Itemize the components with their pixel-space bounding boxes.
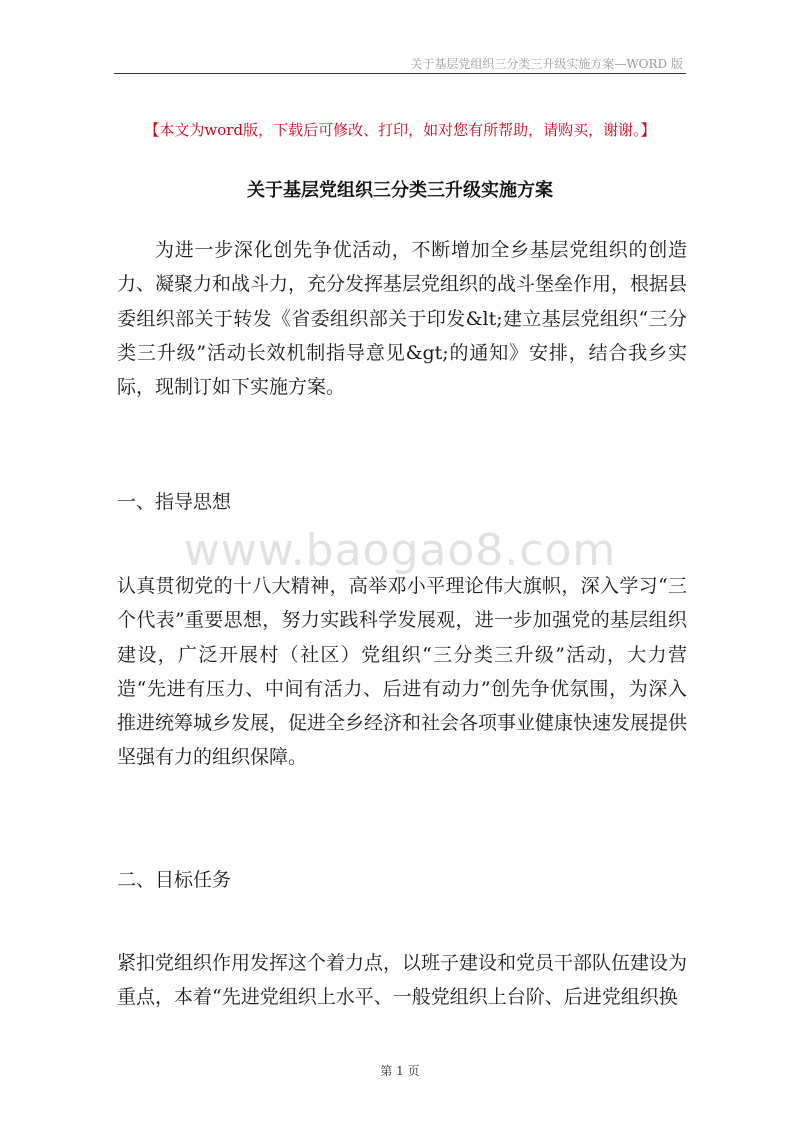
purchase-notice: 【本文为word版，下载后可修改、打印，如对您有所帮助，请购买，谢谢。】: [144, 121, 656, 139]
header-divider: [114, 73, 686, 74]
section-body-goals-tasks: 紧扣党组织作用发挥这个着力点，以班子建设和党员干部队伍建设为重点，本着“先进党组织上水平、一般党组织上台阶、后进党组织换: [117, 952, 688, 1009]
watermark: www.baogao8.com: [183, 525, 617, 576]
section-heading-guiding-ideology: 一、指导思想: [117, 491, 232, 513]
running-header: 关于基层党组织三分类三升级实施方案—WORD 版: [410, 57, 683, 71]
intro-paragraph: 为进一步深化创先争优活动，不断增加全乡基层党组织的创造力、凝聚力和战斗力，充分发挥基层党组织的战斗堡垒作用，根据县委组织部关于转发《省委组织部关于印发&lt;建立基层党组织“三分类三升级”活动长效机制指导意见&gt;的通知》安排，结合我乡实际，现制订如下实施方案。: [117, 239, 688, 399]
document-title: 关于基层党组织三分类三升级实施方案: [247, 180, 553, 201]
page-number: 第 1 页: [380, 1064, 420, 1078]
section-heading-goals-tasks: 二、目标任务: [117, 869, 232, 891]
section-body-guiding-ideology: 认真贯彻党的十八大精神，高举邓小平理论伟大旗帜，深入学习“三个代表”重要思想，努力实践科学发展观，进一步加强党的基层组织建设，广泛开展村（社区）党组织“三分类三升级”活动，大力营造“先进有压力、中间有活力、后进有动力”创先争优氛围，为深入推进统筹城乡发展，促进全乡经济和社会各项事业健康快速发展提供坚强有力的组织保障。: [117, 575, 688, 769]
